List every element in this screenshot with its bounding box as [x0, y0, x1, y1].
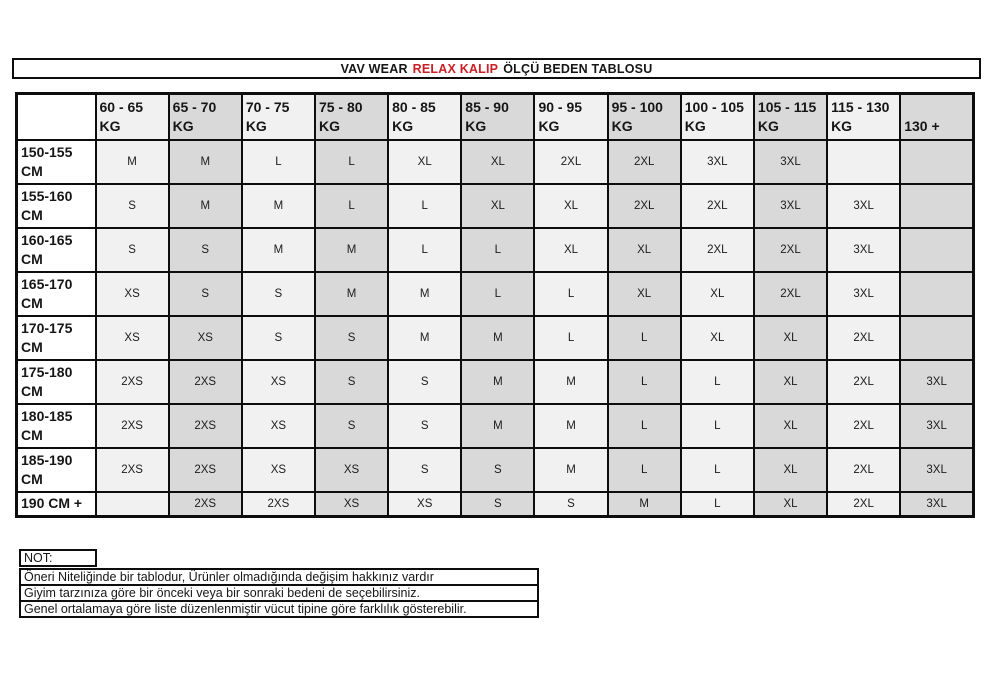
size-cell: L — [608, 316, 681, 360]
height-row — [17, 360, 974, 404]
size-cell: 2XL — [827, 316, 900, 360]
size-cell: XS — [315, 492, 388, 517]
size-cell: L — [681, 360, 754, 404]
size-cell: XL — [754, 360, 827, 404]
size-cell: S — [534, 492, 607, 517]
size-cell: 3XL — [900, 404, 973, 448]
height-row — [17, 448, 974, 492]
height-row — [17, 492, 974, 517]
size-cell: L — [681, 404, 754, 448]
size-cell: 2XL — [827, 360, 900, 404]
height-header-cell: 155-160 CM — [17, 184, 96, 228]
size-cell: 3XL — [827, 184, 900, 228]
size-cell: M — [242, 228, 315, 272]
size-cell: 2XS — [96, 448, 169, 492]
corner-cell — [17, 94, 96, 140]
size-cell: XL — [534, 184, 607, 228]
height-row — [17, 272, 974, 316]
size-cell: 2XL — [754, 272, 827, 316]
height-row — [17, 140, 974, 184]
size-cell: 2XS — [96, 404, 169, 448]
size-cell: 2XL — [681, 228, 754, 272]
size-cell: 2XS — [169, 404, 242, 448]
size-cell — [827, 140, 900, 184]
size-cell: XS — [242, 360, 315, 404]
title-suffix: ÖLÇÜ BEDEN TABLOSU — [503, 61, 653, 76]
size-cell: M — [169, 184, 242, 228]
size-cell: XS — [242, 448, 315, 492]
weight-header-row — [17, 94, 974, 140]
size-cell: 3XL — [827, 272, 900, 316]
size-cell: 2XL — [827, 448, 900, 492]
size-cell: L — [681, 492, 754, 517]
size-cell: 2XL — [608, 184, 681, 228]
size-cell: S — [461, 448, 534, 492]
height-header-cell: 175-180 CM — [17, 360, 96, 404]
size-cell: L — [608, 448, 681, 492]
size-cell: 3XL — [681, 140, 754, 184]
weight-header-cell: 90 - 95 KG — [534, 94, 607, 140]
size-cell: 2XS — [242, 492, 315, 517]
size-cell: XL — [681, 316, 754, 360]
weight-header-cell: 115 - 130 KG — [827, 94, 900, 140]
size-cell: L — [461, 272, 534, 316]
size-cell — [900, 228, 973, 272]
weight-header-cell: 75 - 80 KG — [315, 94, 388, 140]
weight-header-cell: 105 - 115 KG — [754, 94, 827, 140]
size-cell: L — [315, 184, 388, 228]
weight-header-cell: 130 + — [900, 94, 973, 140]
size-cell: M — [315, 272, 388, 316]
height-header-cell: 170-175 CM — [17, 316, 96, 360]
size-cell: 2XS — [169, 492, 242, 517]
size-cell: S — [388, 404, 461, 448]
size-cell: M — [534, 448, 607, 492]
size-cell: 3XL — [754, 140, 827, 184]
size-cell: M — [461, 404, 534, 448]
title-highlight: RELAX KALIP — [412, 61, 499, 76]
size-cell: L — [315, 140, 388, 184]
size-cell — [900, 316, 973, 360]
size-cell: M — [388, 316, 461, 360]
weight-header-cell: 60 - 65 KG — [96, 94, 169, 140]
weight-header-cell: 100 - 105 KG — [681, 94, 754, 140]
size-cell — [900, 272, 973, 316]
height-row — [17, 184, 974, 228]
size-cell: 3XL — [754, 184, 827, 228]
height-header-cell: 190 CM + — [17, 492, 96, 517]
size-cell: L — [461, 228, 534, 272]
size-cell: S — [315, 316, 388, 360]
size-cell: L — [608, 404, 681, 448]
size-cell: XL — [608, 228, 681, 272]
title-prefix: VAV WEAR — [340, 61, 408, 76]
height-row — [17, 316, 974, 360]
size-cell: 2XL — [827, 404, 900, 448]
height-header-cell: 150-155 CM — [17, 140, 96, 184]
note-item: Genel ortalamaya göre liste düzenlenmiştir vücut tipine göre farklılık gösterebilir. — [19, 600, 539, 618]
size-cell: 2XS — [96, 360, 169, 404]
weight-header-cell: 95 - 100 KG — [608, 94, 681, 140]
size-cell: 2XL — [608, 140, 681, 184]
notes-header-box — [19, 549, 97, 567]
size-cell: M — [608, 492, 681, 517]
height-header-cell: 180-185 CM — [17, 404, 96, 448]
size-cell: XS — [388, 492, 461, 517]
size-cell — [900, 140, 973, 184]
size-cell: XL — [534, 228, 607, 272]
size-cell: S — [169, 228, 242, 272]
note-item: Giyim tarzınıza göre bir önceki veya bir sonraki bedeni de seçebilirsiniz. — [19, 584, 539, 602]
size-cell: XL — [461, 184, 534, 228]
size-cell: M — [461, 360, 534, 404]
size-cell: 3XL — [900, 360, 973, 404]
size-cell — [900, 184, 973, 228]
size-cell: S — [315, 404, 388, 448]
notes-section — [19, 549, 541, 618]
size-cell: 3XL — [900, 492, 973, 517]
height-row — [17, 404, 974, 448]
size-cell: XL — [754, 316, 827, 360]
size-cell: XS — [96, 316, 169, 360]
size-cell: L — [534, 316, 607, 360]
size-cell: M — [461, 316, 534, 360]
size-cell: XL — [681, 272, 754, 316]
size-cell: L — [388, 228, 461, 272]
size-cell: S — [388, 448, 461, 492]
size-cell: XL — [754, 448, 827, 492]
size-cell: M — [534, 360, 607, 404]
size-cell: XS — [169, 316, 242, 360]
size-cell: M — [388, 272, 461, 316]
size-cell: XS — [315, 448, 388, 492]
note-item: Öneri Niteliğinde bir tablodur, Ürünler olmadığında değişim hakkınız vardır — [19, 568, 539, 586]
size-cell: XL — [461, 140, 534, 184]
height-header-cell: 165-170 CM — [17, 272, 96, 316]
size-cell: L — [242, 140, 315, 184]
size-cell: M — [534, 404, 607, 448]
size-cell: S — [242, 316, 315, 360]
size-cell: 2XL — [754, 228, 827, 272]
size-cell: S — [96, 228, 169, 272]
size-cell: XS — [96, 272, 169, 316]
notes-header-label: NOT: — [24, 551, 53, 565]
size-cell: 3XL — [827, 228, 900, 272]
size-cell: XL — [608, 272, 681, 316]
size-cell: S — [169, 272, 242, 316]
size-cell: S — [96, 184, 169, 228]
size-cell: XS — [242, 404, 315, 448]
size-cell: S — [388, 360, 461, 404]
size-cell: XL — [388, 140, 461, 184]
size-cell: L — [681, 448, 754, 492]
size-cell: S — [461, 492, 534, 517]
size-table — [15, 92, 975, 518]
size-cell: XL — [754, 492, 827, 517]
height-row — [17, 228, 974, 272]
size-cell: 2XL — [827, 492, 900, 517]
size-cell: M — [169, 140, 242, 184]
size-cell: L — [608, 360, 681, 404]
size-cell — [96, 492, 169, 517]
size-cell: 2XS — [169, 360, 242, 404]
size-cell: L — [534, 272, 607, 316]
size-cell: 2XL — [534, 140, 607, 184]
size-cell: 3XL — [900, 448, 973, 492]
height-header-cell: 160-165 CM — [17, 228, 96, 272]
weight-header-cell: 80 - 85 KG — [388, 94, 461, 140]
size-cell: M — [242, 184, 315, 228]
size-cell: M — [96, 140, 169, 184]
size-cell: 2XS — [169, 448, 242, 492]
weight-header-cell: 65 - 70 KG — [169, 94, 242, 140]
size-cell: L — [388, 184, 461, 228]
weight-header-cell: 70 - 75 KG — [242, 94, 315, 140]
title-bar — [12, 58, 981, 79]
size-cell: S — [242, 272, 315, 316]
weight-header-cell: 85 - 90 KG — [461, 94, 534, 140]
size-cell: 2XL — [681, 184, 754, 228]
height-header-cell: 185-190 CM — [17, 448, 96, 492]
size-cell: XL — [754, 404, 827, 448]
size-cell: M — [315, 228, 388, 272]
size-cell: S — [315, 360, 388, 404]
